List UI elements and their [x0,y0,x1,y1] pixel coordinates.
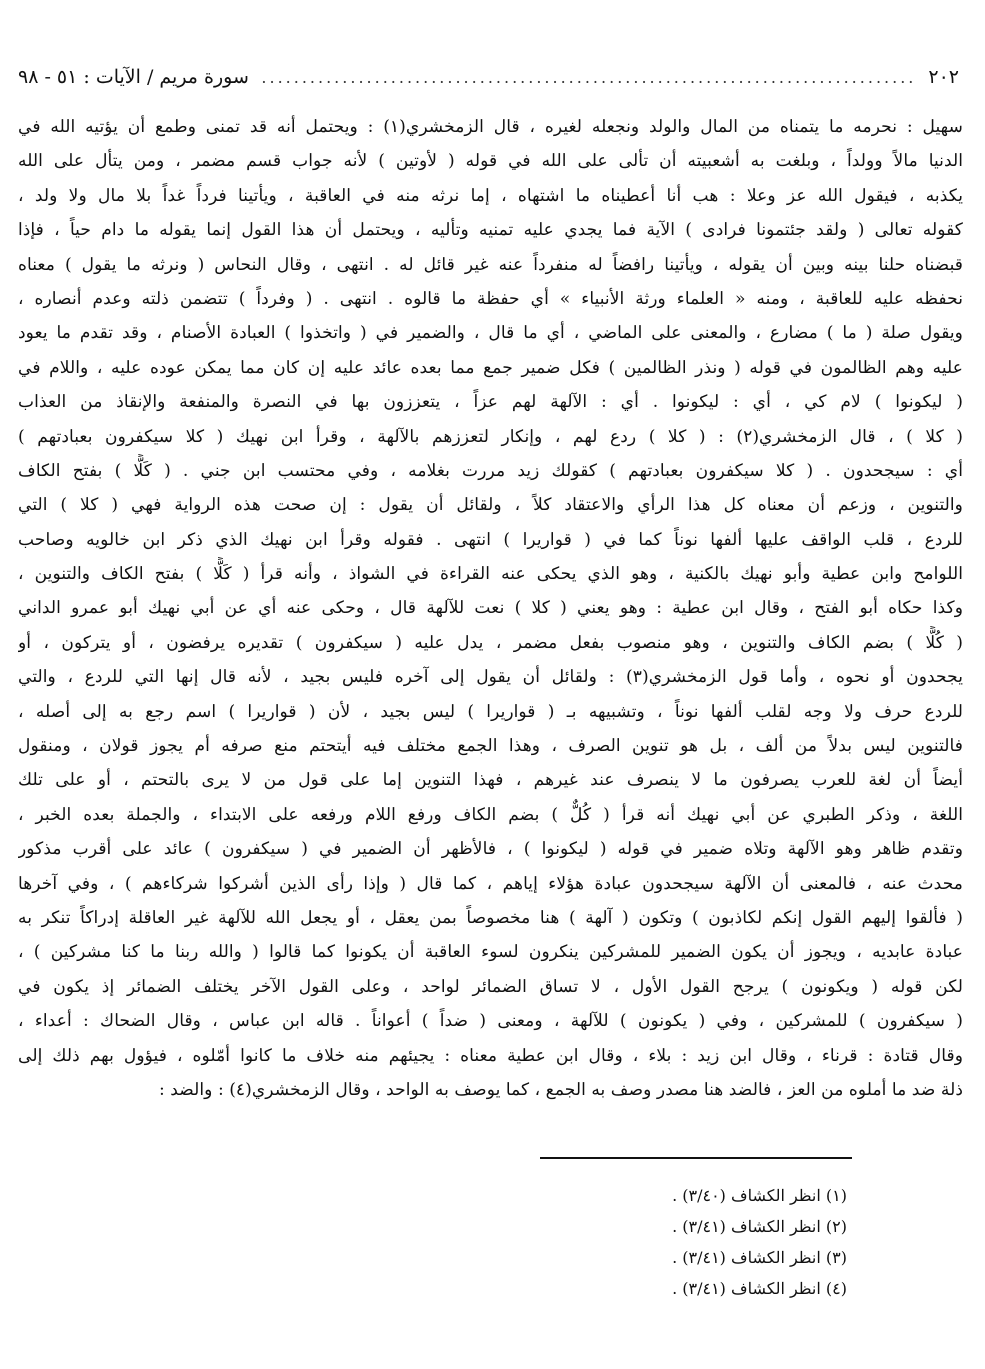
footnotes [672,1180,847,1304]
text-line: وكذا حكاه أبو الفتح ، وقال ابن عطية : وهو يعني ( كلا ) نعت للآلهة قال ، وحكى عنه أي عن أبي نهيك أبو عمرو الداني [18,598,963,619]
page-header [18,62,959,92]
text-line: ( سيكفرون ) للمشركين ، وفي ( يكونون ) للآلهة ، ومعنى ( ضداً ) أعواناً . قاله ابن عباس ، وقال الضحاك : أعداء ، [18,1011,963,1032]
text-line: ( كُلًّا ) بضم الكاف والتنوين ، وهو منصوب بفعل مضمر ، يدل عليه ( سيكفرون ) تقديره يرفضون ، أو يتركون ، أو [18,632,963,653]
text-line: فالتنوين ليس بدلاً من ألف ، بل هو تنوين الصرف ، وهذا الجمع مختلف فيه أيتحتم منع صرفه أم يجوز قولان ، ومنقول [18,736,963,757]
text-line: ذلة ضد ما أملوه من العز ، فالضد هنا مصدر وصف به الجمع ، كما يوصف به الواحد ، وقال الزمخشري(٤) : والضد : [158,1079,963,1100]
text-line: قبضناه حلنا بينه وبين أن يقوله ، ويأتينا رافضاً له منفرداً عنه غير قائل له . انتهى ، وقال النحاس ( ونرثه ما يقول ) معناه [18,254,963,275]
text-line: محدث عنه ، فالمعنى أن الآلهة سيجحدون عبادة هؤلاء إياهم ، كما قال ( وإذا رأى الذين أشركوا شركاءهم ) ، وفي آخرها [18,873,963,894]
footnote-2: (٢) انظر الكشاف (٣/٤١) . [672,1217,847,1236]
text-line: عبادة عابديه ، ويجوز أن يكون الضمير للمشركين ينكرون لسوء العاقبة أن يكونوا كما قالوا ( والله ربنا ما كنا مشركين ) ، [18,942,963,963]
text-line: عليه وهم الظالمون في قوله ( ونذر الظالمين ) فكل ضمير جمع مما بعده عائد عليه إن كان مما يمكن عوده عليه ، واللام في [18,357,963,378]
text-line: للردع حرف ولا وجه لقلب ألفها نوناً ، وتشبيهه بـ ( قواريرا ) ليس بجيد ، لأن ( قواريرا ) اسم رجع به إلى أصله ، [18,701,963,722]
text-line: كقوله تعالى ( ولقد جئتمونا فرادى ) الآية فما يجدي عليه تمنيه وتأليه ، ويحتمل أن هذا القول إنما يقوله ما دام حياً ، فإذا [18,220,963,241]
text-line: أي : سيجحدون . ( كلا سيكفرون بعبادتهم ) كقولك زيد مررت بغلامه ، وفي محتسب ابن جني . ( كَلًّا ) بفتح الكاف [18,460,963,481]
text-line: نحفظه عليه للعاقبة ، ومنه « العلماء ورثة الأنبياء » أي حفظة ما قالوه . انتهى . ( وفرداً ) تتضمن ذلته وعدم أنصاره ، [18,288,963,309]
text-line: للردع ، قلب الواقف عليها ألفها نوناً كما في ( قواريرا ) انتهى . فقوله وقرأ ابن نهيك الذي ذكر ابن خالويه وصاحب [18,529,963,550]
text-line: سهيل : نحرمه ما يتمناه من المال والولد ونجعله لغيره ، قال الزمخشري(١) : ويحتمل أنه قد تمنى وطمع أن يؤتيه الله في [18,117,963,137]
text-line: اللوامح وابن عطية وأبو نهيك بالكنية ، وهو الذي يحكى عنه القراءة في الشواذ ، وأنه قرأ ( كَلًّا ) بفتح الكاف والتنوين ، [18,564,963,585]
text-line: لكن قوله ( ويكونون ) يرجح القول الأول ، لا تساق الضمائر لواحد ، وعلى القول الآخر يختلف الضمائر إذ يكون في [18,976,963,997]
text-line: ( فألقوا إليهم القول إنكم لكاذبون ) وتكون ( آلهة ) هنا مخصوصاً بمن يعقل ، أو يجعل الله للآلهة غير العاقلة إدراكاً تنكر به [18,907,963,928]
footnote-1: (١) انظر الكشاف (٣/٤٠) . [672,1186,847,1205]
text-line: أيضاً أن لغة للعرب يصرفون ما لا ينصرف عند غيرهم ، فهذا التنوين إما على قول من لا يرى بالتحتم ، أو على تلك [18,770,963,791]
text-line: يجحدون أو نحوه ، وأما قول الزمخشري(٣) : ولقائل أن يقول إلى آخره فليس بجيد ، لأنه قال إنها التي للردع ، والتي [18,667,963,688]
body-text [18,110,963,1107]
text-line: يكذبه ، فيقول الله عز وعلا : هب أنا أعطيناه ما اشتهاه ، إما نرثه منه في العاقبة ، ويأتينا فرداً غداً بلا مال ولا ولد ، [18,185,963,206]
running-title: سورة مريم / الآيات : ٥١ - ٩٨ [18,66,249,88]
text-line: ( كلا ) ، قال الزمخشري(٢) : ( كلا ) ردع لهم ، وإنكار لتعززهم بالآلهة ، وقرأ ابن نهيك ( كلا سيكفرون بعبادتهم ) [18,426,963,447]
text-line: الدنيا مالاً وولداً ، وبلغت به أشعبيته أن تألى على الله في قوله ( لأوتين ) لأنه جواب قسم مضمر ، ومن يتأل على الله [18,151,963,172]
header-dot-leader [261,68,916,87]
text-line: وقال قتادة : قرناء ، وقال ابن زيد : بلاء ، وقال ابن عطية معناه : يجيئهم منه خلاف ما كانوا أمّلوه ، فيؤول بهم ذلك إلى [18,1045,963,1066]
text-line: ( ليكونوا ) لام كي ، أي : ليكونوا . أي : الآلهة لهم عزاً ، يتعززون بها في النصرة والمنفعة والإنقاذ من العذاب [18,392,963,413]
footnote-3: (٣) انظر الكشاف (٣/٤١) . [672,1248,847,1267]
text-line: وتقدم ظاهر وهو الآلهة وتلاه ضمير في قوله ( ليكونوا ) ، فالأظهر أن الضمير في ( سيكفرون ) عائد على أقرب مذكور [18,839,963,860]
text-line: ويقول صلة ( ما ) مضارع ، والمعنى على الماضي ، أي ما قال ، والضمير في ( واتخذوا ) العبادة الأصنام ، وقد تقدم ما يعود [18,323,963,344]
text-line: اللغة ، وذكر الطبري عن أبي نهيك أنه قرأ ( كُلٌّ ) بضم الكاف ورفع اللام ورفعه على الابتداء ، والجملة بعده الخبر ، [18,804,963,825]
page-number: ٢٠٢ [928,66,959,88]
footnote-4: (٤) انظر الكشاف (٣/٤١) . [672,1279,847,1298]
text-line: والتنوين ، وزعم أن معناه كل هذا الرأي والاعتقاد كلاً ، ولقائل أن يقول : إن صحت هذه الرواية فهي ( كلا ) التي [18,495,963,516]
footnote-separator [540,1157,852,1159]
